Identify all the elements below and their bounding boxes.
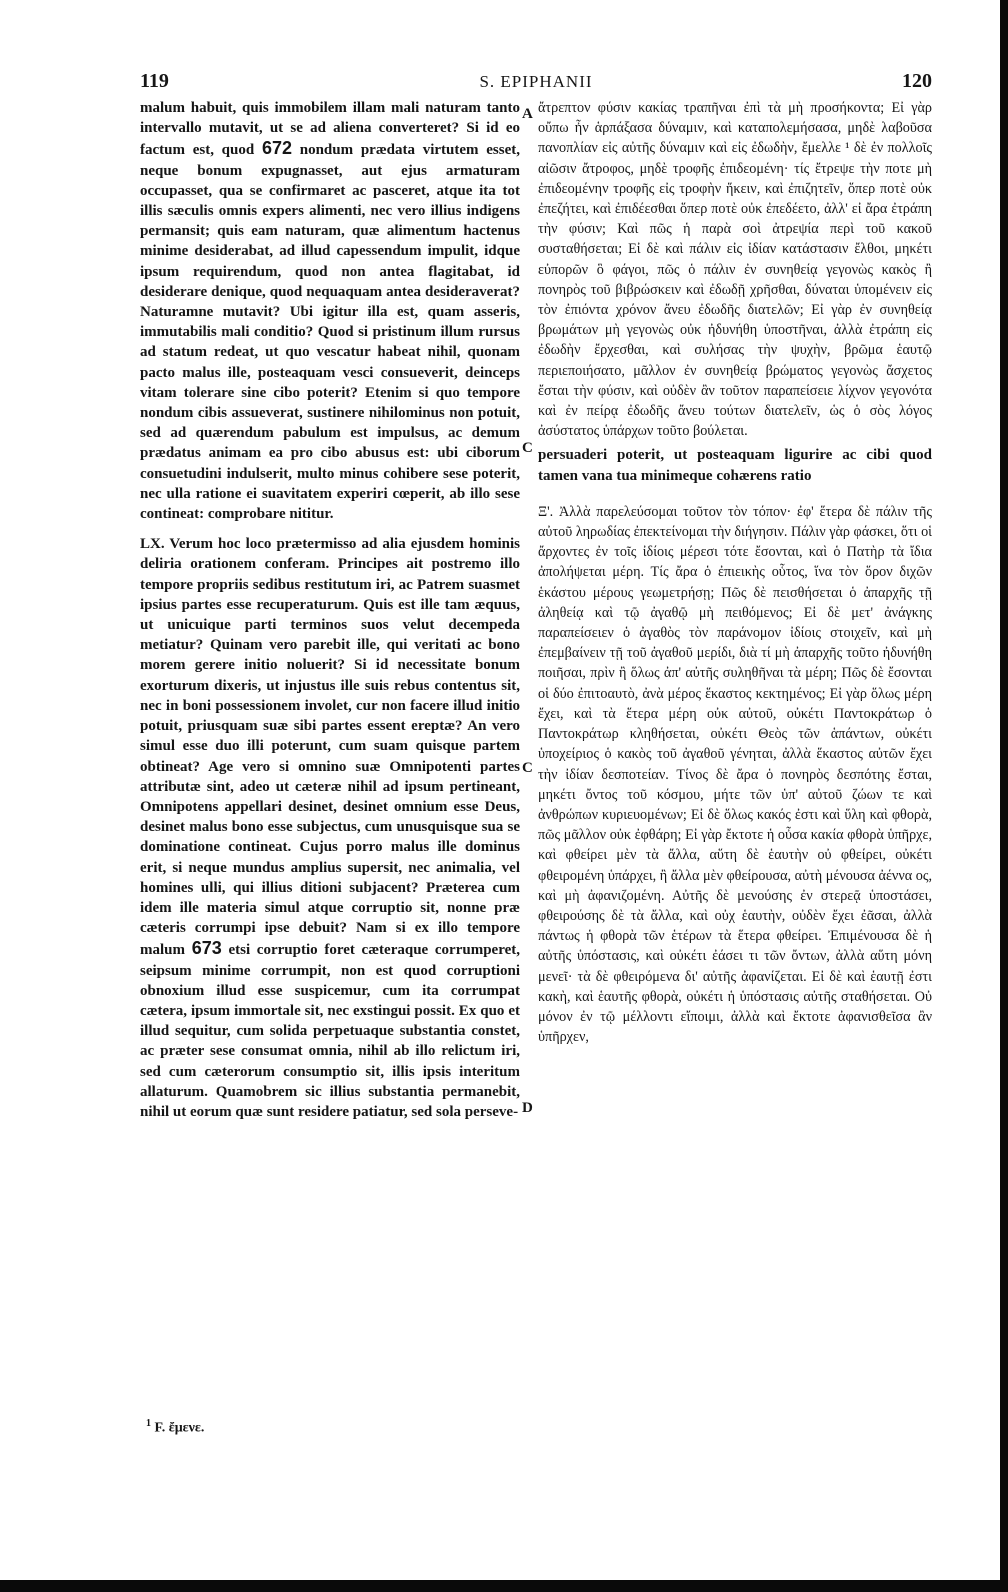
greek-paragraph-1: ἄτρεπτον φύσιν κακίας τραπῆναι ἐπὶ τὰ μὴ προσήκοντα; Εἰ γὰρ οὔπω ἦν ἁρπάξασα δύναμιν, καὶ καταπολεμήσασα, μηδὲ λαβοῦσα πανοπλίαν εἰς αὐτῆς δύναμιν καὶ εἰς ἐδωδὴν, ἔμελλε ¹ δὲ ἐν πολλοῖς αἰῶσιν ἄτροφος, μηδὲ τροφῆς ἐπιδεομένη· τίς ἔτρεψε τὴν ποτε μὴ ἐπιδεομένην τροφῆς εἰς τροφὴν ἥκειν, καὶ ἐπιζητεῖν, ὅπερ ποτὲ οὐκ ἐπεζήτει, καὶ ἐπιδέεσθαι ὅπερ ποτὲ οὐκ ἐπεδέετο, ἀλλ' εἰ ἄρα ἐτράπη τὴν φύσιν; Καὶ πῶς ἡ παρὰ σοὶ ἀτρεψία περὶ τοῦ κακοῦ συσταθήσεται; Εἰ δὲ καὶ πάλιν εἰς ἰδίαν κατάστασιν ἔλθοι, μηκέτι εὐπορῶν ὃ φάγοι, πῶς ὁ πάλιν ἐν συνηθείᾳ γεγονὼς κακὸς ἢ πονηρὸς τοῦ βιβρώσκειν καὶ ἐδωδῇ χρῆσθαι, δύναται ὑπομένειν εἰς τὸν ἐπιόντα χρόνον ἄνευ ἐδωδῆς διατελῶν; Εἰ γὰρ ἐν συνηθείᾳ βρωμάτων μὴ γεγονὼς οὐκ ἠδυνήθη ὑποστῆναι, ἀλλὰ ἐτράπη εἰς ἐδωδὴν ἔρχεσθαι, καὶ συλήσας τὴν ψυχὴν, βρῶμα ἑαυτῷ περιεποιήσατο, μᾶλλον ἐν συνηθείᾳ βρώματος γεγονὼς ἄσχετος ἔσται τὴν φύσιν, καὶ οὐδὲν ἂν τοῦτον παραπείσειε λίχνον γεγονότα καὶ ἐν πείρᾳ ἐδωδῆς ἄνευ τούτων διατελεῖν, ὡς ὁ σὸς λόγος ἀσύστατος ὑπάρχων τοῦτο βούλεται. [538, 100, 932, 440]
marginal-number-672: 672 [261, 138, 292, 159]
running-title: S. EPIPHANII [479, 72, 593, 91]
footnote [146, 1418, 204, 1437]
latin-text-1b: nondum prædata virtutem esset, neque bonum expugnasset, aut ejus armaturam occupasset, qua se confirmaret ac pasceret, atque ita tot illis sæculis omnis expers alimenti, nec vero illius indigens permansit; quis eam naturam, quæ alimentum hactenus minime desiderabat, ad illud capessendum impulit, idque ipsum requirendum, quod non antea flagitabat, id desiderare denique, quod nequaquam antea desideraverat? Naturamne mutavit? Ubi igitur illa est, quam asseris, immutabilis mali conditio? Quod si pristinum illum rursus ad statum redeat, ut quo vescatur habeat nihil, quonam pacto malus ille, posteaquam vesci consueverit, deinceps vitam tolerare sine cibo poterit? Etenim si quo tempore nondum cibis assueverat, sustinere nihilominus non potuit, sed ad quærendum pabulum est impulsus, ac demum prædatus animam ea pro cibo abusus est: ubi ciborum consuetudini indulserit, multo minus cohibere sese poterit, nec ulla ratione ei suavitatem experiri cœperit, ab illo sese contineat: comprobare nititur. [140, 142, 520, 523]
latin-text-1a: malum habuit, quis immobilem illam mali naturam tanto intervallo mutavit, ut se ad aliena converteret? Si id eo factum est, quod [140, 100, 520, 159]
section-marker-c1: C [522, 440, 533, 456]
marginal-number-673: 673 [191, 938, 222, 959]
running-header [140, 70, 932, 94]
section-marker-a: A [522, 106, 533, 122]
latin-paragraph-2 [140, 534, 520, 1122]
section-marker-d: D [522, 1100, 533, 1116]
latin-column [140, 98, 520, 1122]
latin-text-2b: etsi corruptio foret cæteraque corrumperet, seipsum minime corrumpit, non est quod corruptioni obnoxium illud esse suspicemur, cum ita corrumpat cætera, ipsum immortale sit, nec exstingui possit. Ex quo et illud sequitur, cum solida perpetuaque substantia constet, ac præter sese consumat omnia, nihil ab illo relictum iri, sed cum cæterorum consumptio sit, illis ipsis interitum allaturum. Quamobrem sic illius substantia permanebit, nihil ut eorum quæ sunt residere patiatur, sed sola perseve- [140, 942, 521, 1120]
scan-edge-bottom [0, 1580, 1008, 1592]
greek-column [538, 98, 932, 1047]
left-page-number: 119 [140, 70, 169, 92]
latin-text-2a: LX. Verum hoc loco prætermisso ad alia ejusdem hominis deliria orationem conferam. Principes ait postremo illo tempore propriis sedibus restitutum iri, ac Patrem suasmet ipsius partes esse recuperaturum. Quis est ille tam æquus, ut unicuique parti terminos suos velut decempeda metiatur? Quinam vero parebit ille, qui veritati ac bono morem gerere initio noluerit? Si id necessitate bonum exorturum dixeris, ut injustus ille suis rebus contentus sit, nec in boni possessionem involet, cur non facere illud initio potuit, priusquam suæ sibi partes essent ereptæ? An vero simul esse duo illi poterunt, cum suam quisque partem obtineat? Age vero si omnino suæ Omnipotenti partes attributæ sint, adeo ut cæteræ nihil ad ipsum pertineant, Omnipotens appellari desinet, desinet omnium esse Deus, desinet malus bono esse subjectus, cum unusquisque sua se dominatione contineat. Cujus porro malus ille dominus erit, si neque mundus amplius supersit, nec animalia, vel homines ulli, qui illius ditioni subjacent? Præterea cum idem ille materia simul atque corruptio sit, nonne præ cæteris corrumpi ipse debuit? Nam si ex illo tempore malum [140, 536, 520, 959]
footnote-text: F. ἔμενε. [154, 1420, 205, 1436]
section-marker-c2: C [522, 760, 533, 776]
latin-continuation: persuaderi poterit, ut posteaquam ligurire ac cibi quod tamen vana tua minimeque cohærens ratio [538, 447, 932, 484]
scan-edge-right [1000, 0, 1008, 1592]
greek-paragraph-2: Ξ'. Ἀλλὰ παρελεύσομαι τοῦτον τὸν τόπον· ἐφ' ἕτερα δὲ πάλιν τῆς αὐτοῦ ληρωδίας ἐπεκτείνομαι τὴν διήγησιν. Πάλιν γὰρ φάσκει, ὅτι οἱ ἄρχοντες ἐν τοῖς ἰδίοις μέρεσι τότε ἔσονται, καὶ ὁ Πατὴρ τὰ ἴδια ἀπολήψεται μέρη. Τίς ἄρα ὁ ἐπιεικὴς οὗτος, ἵνα τὸν ὅρον διχῶν ἑκάστου μέρους γεωμετρήσῃ; Πῶς δὲ πεισθήσεται ὁ ἀπαρχῆς τῇ ἀληθείᾳ καὶ τῷ ἀγαθῷ μὴ πειθόμενος; Εἰ δὲ μετ' ἀνάγκης παραπείσειεν ὁ ἀγαθὸς τὸν παράνομον ἰδίοις στοιχεῖν, καὶ μὴ ἐπεμβαίνειν τῇ τοῦ ἀγαθοῦ μερίδι, διὰ τί μὴ ἀπαρχῆς τοῦτο ἠδυνήθη ποιῆσαι, πρὶν ἢ ὅλως ἀπ' αὐτῆς συληθῆναι τὰ μέρη; Πῶς δὲ ἔσονται οἱ δύο ἐπιτοαυτὸ, ἀνὰ μέρος ἕκαστος κεκτημένος; Εἰ γὰρ ὅλως μέρη ἔχει, καὶ τὰ ἕτερα μέρη οὐκ αὐτοῦ, οὐκέτι Παντοκράτωρ ὁ Παντοκράτωρ κληθήσεται, οὐκέτι Θεὸς τῶν ἁπάντων, οὐκέτι ὑποχείριος ὁ κακὸς τοῦ ἀγαθοῦ γένηται, ἀλλὰ ἕκαστος αὐτῶν ἔχει τὴν ἰδίαν δεσποτείαν. Τίνος δὲ ἄρα ὁ πονηρὸς δεσπότης ἔσται, μηκέτι ὄντος τοῦ κόσμου, μήτε τῶν ὑπ' αὐτοῦ ζώων τε καὶ ἀνθρώπων κυριευομένων; Εἰ δὲ ὅλως κακός ἐστι καὶ ὕλη καὶ φθορὰ, πῶς μᾶλλον οὐκ ἐφθάρη; Εἰ γὰρ ἔκτοτε ἡ οὖσα κακία φθορὰ ὑπῆρχε, καὶ φθείρει μὲν τὰ ἄλλα, αὕτη δὲ ἑαυτὴν οὐ φθείρει, οὐκέτι φθειρομένη ὑπάρχει, ἢ ἄλλα μὲν φθείρουσα, αὐτὴ μένουσα ἀέννα ος, καὶ μὴ ἀφανιζομένη. Αὐτῆς δὲ μενούσης ἐν στερεᾷ ὑποστάσει, φθειρούσης δὲ τὰ ἄλλα, καὶ οὐχ ἑαυτὴν, οὐδὲν ἔχει ἐᾶσαι, ἀλλὰ πάντως ἡ φθορὰ τῶν ἑτέρων τὰ ἕτερα φθείρει. Ἐπιμένουσα δὲ ἡ αὐτῆς ὑπόστασις, καὶ οὐκέτι ἐάσει τι τῶν ὄντων, ἀλλὰ αὕτη μόνη μενεῖ· τὰ δὲ φθειρόμενα δι' αὐτῆς ἀφανίζεται. Εἰ δὲ καὶ ἑαυτῇ ἐστι κακὴ, καὶ ἑαυτῆς φθορὰ, οὐκέτι ἡ ὑπόστασις αὐτῆς σταθήσεται. Οὐ μόνον ἐν τῷ μέλλοντι εἴποιμι, ἀλλὰ καὶ ἔκτοτε ἀφανισθεῖσα ἂν ὑπῆρχεν, [538, 503, 932, 1046]
footnote-mark: 1 [146, 1418, 151, 1429]
right-page-number: 120 [902, 70, 932, 92]
latin-paragraph-1 [140, 98, 520, 524]
